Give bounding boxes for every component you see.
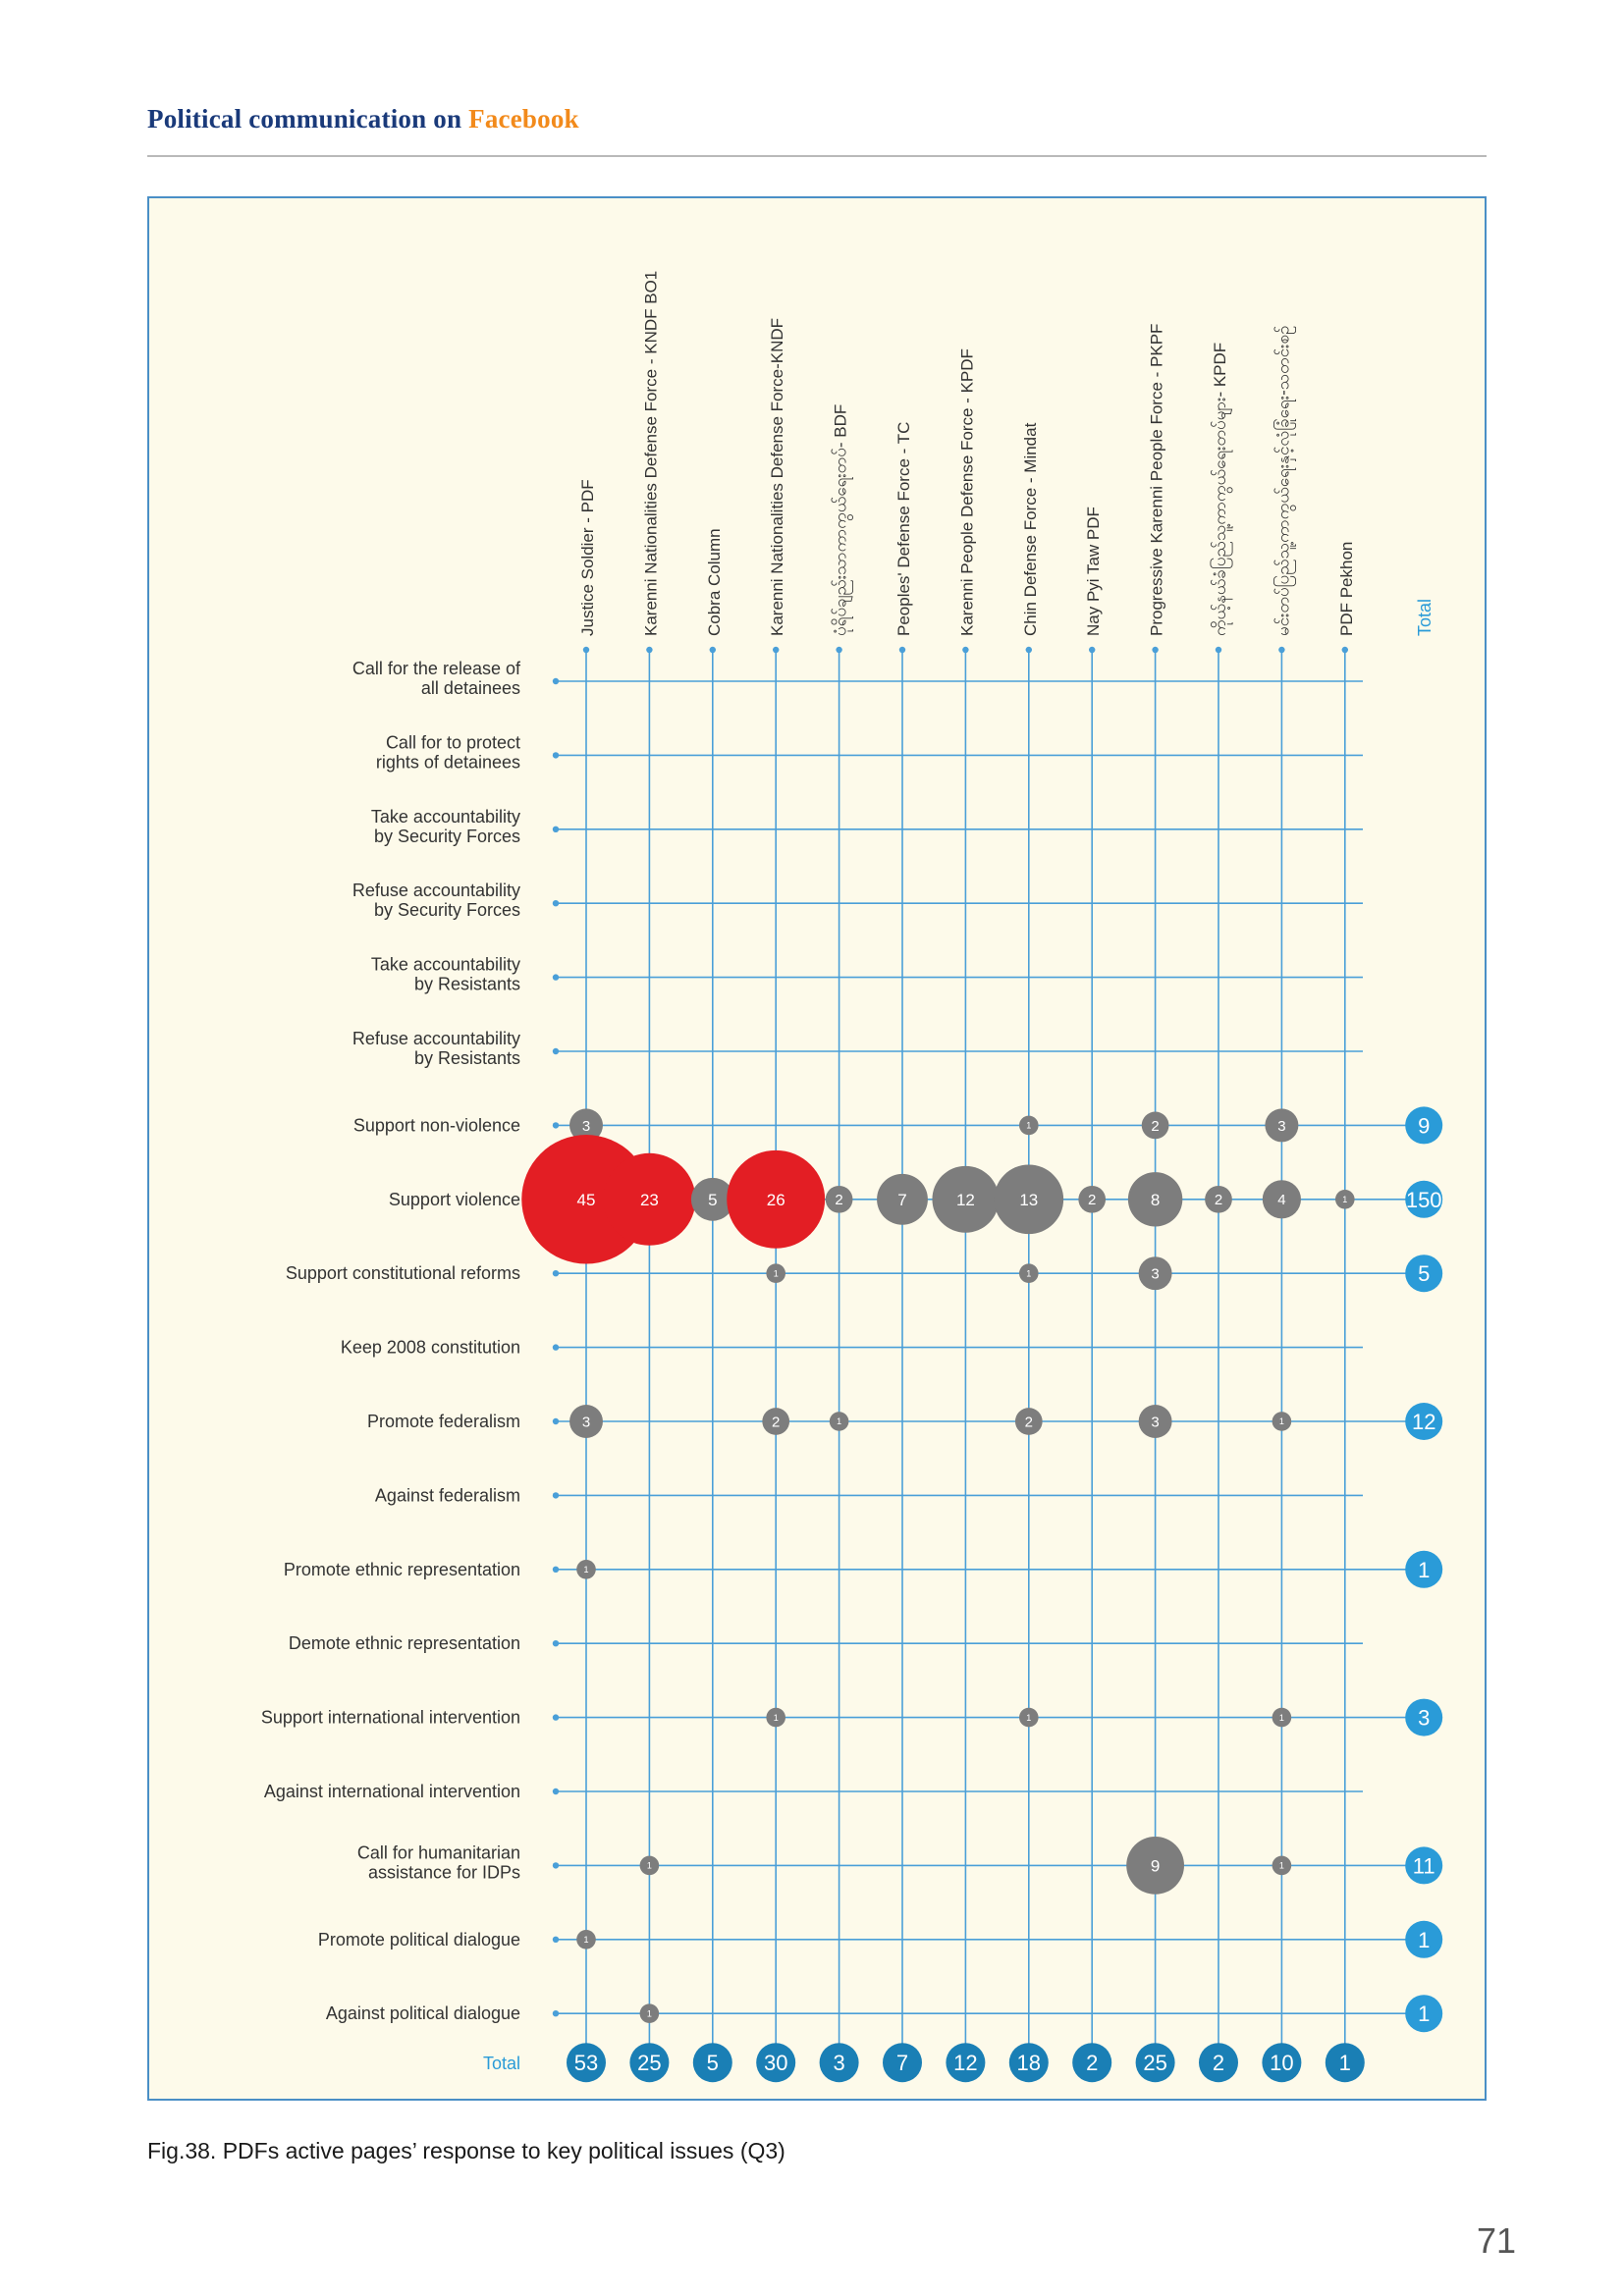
column-total-label: 1 <box>1338 2051 1351 2076</box>
bubble-value-label: 13 <box>1019 1190 1039 1209</box>
column-anchor-dot <box>773 647 779 653</box>
column-anchor-dot <box>1216 647 1221 653</box>
column-total-label: 12 <box>953 2051 978 2076</box>
column-anchor-dot <box>1278 647 1284 653</box>
row-anchor-dot <box>553 900 559 906</box>
column-total-label: 7 <box>895 2051 909 2076</box>
header-title-part2: Facebook <box>468 104 579 133</box>
bubble-value-label: 1 <box>583 1565 589 1575</box>
column-anchor-dot <box>899 647 905 653</box>
row-label: Promote federalism <box>366 1412 520 1431</box>
row-label: Call for humanitarian <box>356 1842 520 1863</box>
row-label: Take accountability <box>370 954 520 975</box>
bubble-value-label: 9 <box>1150 1856 1161 1876</box>
column-total-label: 25 <box>637 2051 662 2076</box>
row-anchor-dot <box>553 678 559 684</box>
bubble-value-label: 12 <box>955 1190 975 1209</box>
bubble-value-label: 1 <box>1278 1860 1284 1871</box>
row-label: Keep 2008 constitution <box>340 1337 520 1358</box>
column-label: Progressive Karenni People Force - PKPF <box>1147 323 1166 636</box>
bubble-value-label: 3 <box>1277 1117 1286 1135</box>
bubble-value-label: 7 <box>897 1190 907 1209</box>
column-anchor-dot <box>583 647 589 653</box>
row-label: Take accountability <box>370 806 520 827</box>
row-label: by Security Forces <box>373 900 520 921</box>
row-anchor-dot <box>553 1492 559 1498</box>
bubble-value-label: 23 <box>639 1190 659 1209</box>
column-total-label: 30 <box>763 2051 788 2076</box>
column-label: မင်းတပ်ပြည်သူ့ကာကွယ်ရေးနှင့်လုံခြုံရေး-သတင်းစဉ် <box>1273 325 1293 636</box>
row-label: by Security Forces <box>373 826 520 846</box>
row-label: Promote ethnic representation <box>283 1559 520 1579</box>
row-total-label: 1 <box>1418 2002 1431 2027</box>
column-label: PDF Pekhon <box>1336 541 1356 636</box>
bubble-value-label: 4 <box>1277 1192 1286 1209</box>
row-label: Promote political dialogue <box>317 1929 520 1949</box>
page-number: 71 <box>1476 2220 1516 2261</box>
row-label: Support non-violence <box>352 1115 520 1136</box>
column-label: ပုံရိပ်ချည်းသာကာကွယ်ရေးတပ်- BDF <box>831 403 850 636</box>
row-label: Against federalism <box>374 1485 520 1506</box>
column-total-label: 18 <box>1016 2051 1042 2076</box>
row-total-label: 3 <box>1418 1705 1431 1731</box>
column-label: Cobra Column <box>704 528 724 636</box>
bubble-value-label: 1 <box>773 1268 779 1279</box>
row-label: Demote ethnic representation <box>288 1633 520 1654</box>
row-total-label: 1 <box>1418 1557 1431 1582</box>
row-label: assistance for IDPs <box>367 1862 520 1883</box>
row-anchor-dot <box>553 1270 559 1276</box>
bubble-value-label: 1 <box>646 1860 652 1871</box>
row-anchor-dot <box>553 1048 559 1054</box>
row-anchor-dot <box>553 827 559 832</box>
column-anchor-dot <box>836 647 841 653</box>
row-anchor-dot <box>553 974 559 980</box>
row-total-label: 12 <box>1411 1410 1436 1434</box>
bubble-value-label: 1 <box>1278 1712 1284 1723</box>
row-total-label: 11 <box>1412 1853 1435 1879</box>
column-label: ကိုယ့်နယ်ခံပြည်သူ့ကာကွယ်ရေးတပ်များ- KPDF <box>1211 342 1229 636</box>
column-label: Karenni Nationalities Defense Force - KNDF BO1 <box>641 270 661 636</box>
column-total-label: 10 <box>1270 2051 1294 2076</box>
row-label: Support constitutional reforms <box>285 1263 520 1284</box>
row-anchor-dot <box>553 1122 559 1128</box>
column-total-label: 25 <box>1143 2051 1167 2076</box>
row-anchor-dot <box>553 752 559 758</box>
bubble-value-label: 1 <box>1026 1712 1032 1723</box>
row-label: Support violence <box>388 1189 520 1209</box>
row-anchor-dot <box>553 1567 559 1573</box>
bubble-value-label: 1 <box>646 2008 652 2019</box>
row-anchor-dot <box>553 1344 559 1350</box>
row-total-label: 9 <box>1418 1113 1431 1139</box>
column-anchor-dot <box>1152 647 1158 653</box>
bubble-matrix-chart <box>149 198 1489 2103</box>
column-anchor-dot <box>962 647 968 653</box>
chart-panel <box>147 196 1487 2101</box>
column-anchor-dot <box>1342 647 1348 653</box>
bubble-value-label: 2 <box>1024 1414 1033 1431</box>
row-label: Against political dialogue <box>325 2003 520 2024</box>
figure-caption: Fig.38. PDFs active pages’ response to key political issues (Q3) <box>147 2138 785 2163</box>
row-anchor-dot <box>553 1789 559 1794</box>
bubble-value-label: 3 <box>1151 1265 1160 1283</box>
row-label: Refuse accountability <box>352 1029 520 1048</box>
row-label: all detainees <box>420 678 520 698</box>
bubble-value-label: 5 <box>708 1190 718 1209</box>
row-label: rights of detainees <box>375 752 520 773</box>
column-total-label: 3 <box>833 2051 845 2076</box>
bubble-value-label: 2 <box>1088 1192 1097 1209</box>
column-label: Justice Soldier - PDF <box>578 479 597 636</box>
row-total-label: 150 <box>1405 1187 1442 1212</box>
bubble-value-label: 3 <box>581 1414 591 1431</box>
column-label: Karenni Nationalities Defense Force-KNDF <box>768 317 787 636</box>
bubble-value-label: 26 <box>766 1190 785 1209</box>
bubble-value-label: 2 <box>835 1192 843 1209</box>
column-total-label: 2 <box>1212 2051 1225 2076</box>
row-label: Against international intervention <box>263 1782 520 1801</box>
bubble-value-label: 1 <box>773 1712 779 1723</box>
column-anchor-dot <box>1089 647 1095 653</box>
row-label: Call for the release of <box>352 659 520 678</box>
column-anchor-dot <box>646 647 652 653</box>
row-label: Support international intervention <box>260 1707 520 1728</box>
row-anchor-dot <box>553 1714 559 1720</box>
bubble-value-label: 3 <box>1151 1414 1160 1431</box>
bubble-value-label: 2 <box>1151 1117 1160 1135</box>
bubble-value-label: 1 <box>1026 1120 1032 1131</box>
row-label: Refuse accountability <box>352 881 520 901</box>
row-total-label: 5 <box>1418 1261 1431 1287</box>
bubble-value-label: 1 <box>583 1935 589 1946</box>
bubble-value-label: 1 <box>837 1416 842 1427</box>
bubble-value-label: 3 <box>581 1117 591 1135</box>
column-label: Karenni People Defense Force - KPDF <box>957 348 977 636</box>
row-anchor-dot <box>553 1640 559 1646</box>
bubble-value-label: 1 <box>1026 1268 1032 1279</box>
column-total-label: 5 <box>706 2051 719 2076</box>
row-anchor-dot <box>553 1937 559 1943</box>
column-label: Peoples' Defense Force - TC <box>894 421 913 636</box>
bubble-value-label: 45 <box>576 1190 596 1209</box>
row-label: by Resistants <box>413 974 520 994</box>
header-divider <box>147 155 1487 157</box>
column-label: Chin Defense Force - Mindat <box>1020 422 1040 636</box>
row-label: Call for to protect <box>385 732 520 753</box>
bubble-value-label: 8 <box>1150 1190 1161 1209</box>
row-label: by Resistants <box>413 1048 520 1068</box>
bubble-value-label: 2 <box>1214 1192 1223 1209</box>
row-anchor-dot <box>553 1862 559 1868</box>
bubble-value-label: 1 <box>1278 1416 1284 1427</box>
column-total-label: 53 <box>573 2051 599 2076</box>
header-title <box>147 104 579 134</box>
row-anchor-dot <box>553 1418 559 1424</box>
column-anchor-dot <box>710 647 716 653</box>
column-anchor-dot <box>1026 647 1032 653</box>
column-total-label: 2 <box>1086 2051 1099 2076</box>
bubble-value-label: 2 <box>772 1414 781 1431</box>
bubble-value-label: 1 <box>1342 1195 1348 1205</box>
column-label: Nay Pyi Taw PDF <box>1084 507 1104 636</box>
row-total-label: 1 <box>1418 1927 1431 1952</box>
total-row-label: Total <box>482 2054 520 2074</box>
row-anchor-dot <box>553 2010 559 2016</box>
total-column-label: Total <box>1415 598 1435 636</box>
header-title-part1: Political communication on <box>147 104 469 133</box>
